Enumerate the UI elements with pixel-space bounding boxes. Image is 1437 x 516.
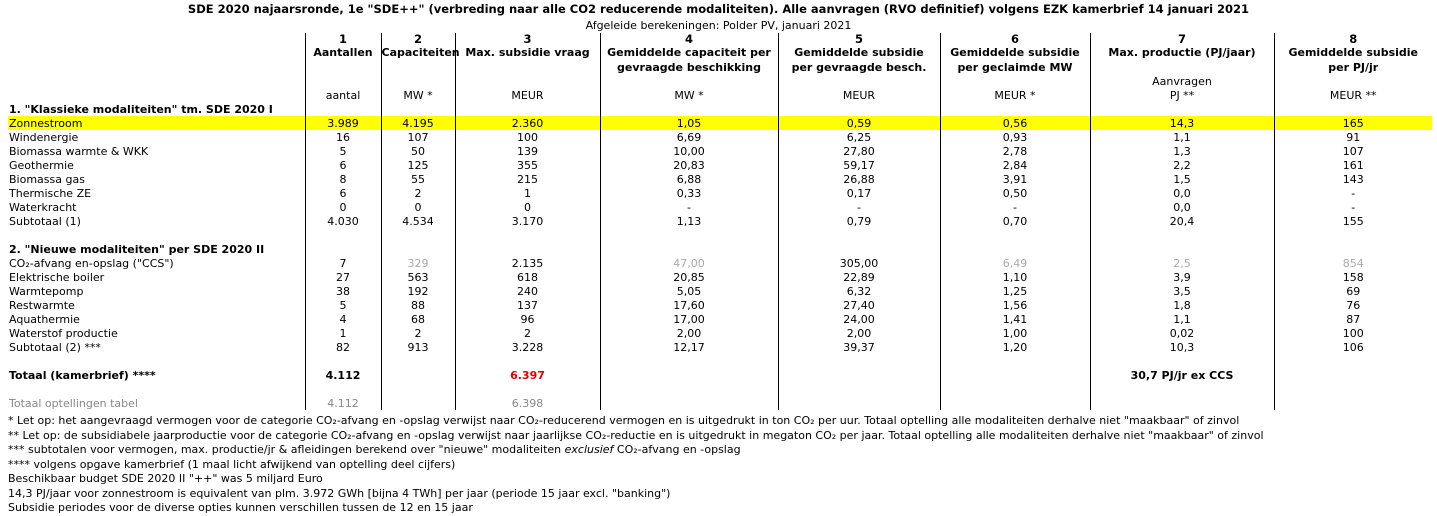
total-label: Totaal (kamerbrief) **** — [9, 368, 156, 382]
table-cell: 50 — [381, 144, 455, 158]
empty-cell — [778, 242, 940, 256]
table-cell: 2,5 — [1090, 256, 1274, 270]
table-row — [8, 312, 1432, 326]
section-heading: 2. "Nieuwe modaliteiten" per SDE 2020 II — [9, 242, 265, 256]
table-cell: 618 — [455, 270, 600, 284]
table-cell: 240 — [455, 284, 600, 298]
table-cell: 3,5 — [1090, 284, 1274, 298]
empty-cell — [778, 368, 940, 382]
table-cell: 1,1 — [1090, 312, 1274, 326]
table-cell: 6 — [305, 186, 381, 200]
empty-cell — [1274, 354, 1432, 368]
header-row — [8, 60, 1432, 74]
table-cell: 27 — [305, 270, 381, 284]
table-cell: 2,84 — [940, 158, 1090, 172]
column-unit: aantal — [305, 88, 381, 102]
empty-cell — [455, 242, 600, 256]
empty-cell — [940, 102, 1090, 116]
table-cell: 2 — [455, 326, 600, 340]
table-cell: 14,3 — [1090, 116, 1274, 130]
table-cell: 106 — [1274, 340, 1432, 354]
table-cell: 4.195 — [381, 116, 455, 130]
column-unit: MW * — [381, 88, 455, 102]
empty-cell — [1274, 382, 1432, 396]
table-cell: 355 — [455, 158, 600, 172]
table-cell: 6,32 — [778, 284, 940, 298]
empty-cell — [305, 102, 381, 116]
table-cell: 17,00 — [600, 312, 778, 326]
table-cell: - — [600, 200, 778, 214]
row-label: Thermische ZE — [9, 186, 92, 200]
table-cell: 0,50 — [940, 186, 1090, 200]
empty-cell — [1090, 242, 1274, 256]
empty-cell — [940, 396, 1090, 410]
row-label: Restwarmte — [9, 298, 75, 312]
table-cell: 1,5 — [1090, 172, 1274, 186]
header-row — [8, 74, 1432, 88]
optelling-row — [8, 396, 1432, 410]
column-title: Aantallen — [305, 46, 381, 60]
total-row — [8, 368, 1432, 382]
table-cell: 6,49 — [940, 256, 1090, 270]
table-cell: 5,05 — [600, 284, 778, 298]
table-row — [8, 270, 1432, 284]
column-title: Gemiddelde subsidie — [940, 46, 1090, 60]
page-title: SDE 2020 najaarsronde, 1e "SDE++" (verbreding naar alle CO2 reducerende modaliteiten). Alle aanvragen (RVO definitief) volgens EZK kamerbrief 14 januari 2021 — [187, 2, 1250, 16]
table-cell: 39,37 — [778, 340, 940, 354]
empty-cell — [305, 242, 381, 256]
table-cell: 192 — [381, 284, 455, 298]
table-row — [8, 200, 1432, 214]
table-cell: 6,25 — [778, 130, 940, 144]
table-cell: 55 — [381, 172, 455, 186]
table-cell: 24,00 — [778, 312, 940, 326]
header-row — [8, 88, 1432, 102]
table-cell: 0 — [305, 200, 381, 214]
table-cell: 10,3 — [1090, 340, 1274, 354]
table-cell: 96 — [455, 312, 600, 326]
table-cell: 4 — [305, 312, 381, 326]
header-label-cell — [8, 74, 305, 88]
column-title: Gemiddelde capaciteit per — [600, 46, 778, 60]
column-title: Max. productie (PJ/jaar) — [1090, 46, 1274, 60]
empty-cell — [381, 102, 455, 116]
table-cell: 161 — [1274, 158, 1432, 172]
empty-cell — [381, 368, 455, 382]
table-cell: 1,10 — [940, 270, 1090, 284]
note-equivalent: 14,3 PJ/jaar voor zonnestroom is equivalent van plm. 3.972 GWh [bijna 4 TWh] per jaar (periode 15 jaar excl. "banking") — [8, 486, 671, 500]
column-subunit — [455, 74, 600, 88]
empty-cell — [455, 102, 600, 116]
column-title-line2: per geclaimde MW — [940, 60, 1090, 74]
empty-cell — [1090, 382, 1274, 396]
table-cell: 12,17 — [600, 340, 778, 354]
table-cell: 137 — [455, 298, 600, 312]
empty-cell — [940, 382, 1090, 396]
total-aantal: 4.112 — [305, 368, 381, 382]
row-label: Zonnestroom — [8, 116, 305, 130]
empty-cell — [381, 396, 455, 410]
row-label: Biomassa gas — [9, 172, 85, 186]
table-cell: 2,00 — [600, 326, 778, 340]
note-periods: Subsidie periodes voor de diverse opties kunnen verschillen tussen de 12 en 15 jaar — [8, 501, 473, 514]
table-cell: 6,69 — [600, 130, 778, 144]
column-subunit — [778, 74, 940, 88]
empty-cell — [600, 396, 778, 410]
row-label: Biomassa warmte & WKK — [9, 144, 149, 158]
table-cell: 6,88 — [600, 172, 778, 186]
header-label-cell — [8, 88, 305, 102]
table-cell: 1,25 — [940, 284, 1090, 298]
row-label: Windenergie — [9, 130, 79, 144]
column-title-line2: per PJ/jr — [1274, 60, 1432, 74]
table-cell: 107 — [381, 130, 455, 144]
column-subunit: Aanvragen — [1090, 74, 1274, 88]
table-cell: 47,00 — [600, 256, 778, 270]
table-row — [8, 284, 1432, 298]
table-cell: 16 — [305, 130, 381, 144]
row-label: Geothermie — [9, 158, 74, 172]
table-cell: 10,00 — [600, 144, 778, 158]
table-cell: 0,02 — [1090, 326, 1274, 340]
spacer-row — [8, 228, 1432, 242]
table-row — [8, 130, 1432, 144]
section-1-heading — [8, 102, 1432, 116]
column-number: 5 — [778, 33, 940, 46]
column-title-line2 — [381, 60, 455, 74]
footnote-4: **** volgens opgave kamerbrief (1 maal licht afwijkend van optelling deel cijfers) — [8, 457, 456, 471]
table-cell: 1,8 — [1090, 298, 1274, 312]
note-budget: Beschikbaar budget SDE 2020 II "++" was 5 miljard Euro — [8, 472, 323, 485]
table-cell: 1,00 — [940, 326, 1090, 340]
header-label-cell — [8, 46, 305, 60]
table-cell: 6 — [305, 158, 381, 172]
column-number: 2 — [381, 33, 455, 46]
row-label: Warmtepomp — [9, 284, 84, 298]
table-cell: 8 — [305, 172, 381, 186]
table-cell: 5 — [305, 298, 381, 312]
table-cell: 854 — [1274, 256, 1432, 270]
table-cell: 1,3 — [1090, 144, 1274, 158]
empty-cell — [1090, 354, 1274, 368]
table-row — [8, 144, 1432, 158]
empty-cell — [1090, 396, 1274, 410]
empty-cell — [778, 102, 940, 116]
table-cell: 5 — [305, 144, 381, 158]
footnote-3-text-end: CO₂-afvang en -opslag — [613, 443, 741, 456]
table-cell: 4.030 — [305, 214, 381, 228]
table-cell: 143 — [1274, 172, 1432, 186]
column-unit: PJ ** — [1090, 88, 1274, 102]
empty-cell — [1090, 102, 1274, 116]
empty-cell — [1274, 228, 1432, 242]
table-cell: 165 — [1274, 116, 1432, 130]
row-label: Subtotaal (1) — [9, 214, 81, 228]
table-cell: 215 — [455, 172, 600, 186]
table-cell: 125 — [381, 158, 455, 172]
table-row — [8, 116, 1432, 130]
table-cell: 22,89 — [778, 270, 940, 284]
table-cell: 2.135 — [455, 256, 600, 270]
empty-cell — [778, 382, 940, 396]
empty-cell — [940, 228, 1090, 242]
column-unit: MEUR — [455, 88, 600, 102]
empty-cell — [381, 228, 455, 242]
table-cell: 3,9 — [1090, 270, 1274, 284]
table-cell: 4.534 — [381, 214, 455, 228]
table-cell: 76 — [1274, 298, 1432, 312]
column-number: 8 — [1274, 33, 1432, 46]
table-cell: 0 — [381, 200, 455, 214]
header-row — [8, 46, 1432, 60]
table-cell: - — [1274, 186, 1432, 200]
column-unit: MEUR * — [940, 88, 1090, 102]
column-subunit — [940, 74, 1090, 88]
empty-cell — [600, 368, 778, 382]
column-unit: MW * — [600, 88, 778, 102]
column-unit: MEUR — [778, 88, 940, 102]
table-row — [8, 214, 1432, 228]
total-subsidie: 6.397 — [455, 368, 600, 382]
table-cell: 2,78 — [940, 144, 1090, 158]
data-table — [8, 33, 1432, 410]
table-cell: 0 — [455, 200, 600, 214]
footnote-3 — [8, 443, 1264, 458]
section-2-heading — [8, 242, 1432, 256]
empty-cell — [8, 382, 305, 396]
optelling-aantal: 4.112 — [305, 396, 381, 410]
empty-cell — [940, 354, 1090, 368]
table-cell: 100 — [455, 130, 600, 144]
empty-cell — [455, 228, 600, 242]
table-row — [8, 172, 1432, 186]
table-row — [8, 298, 1432, 312]
table-cell: 0,17 — [778, 186, 940, 200]
empty-cell — [455, 354, 600, 368]
header-label-cell — [8, 33, 305, 46]
table-cell: 107 — [1274, 144, 1432, 158]
header-label-cell — [8, 60, 305, 74]
column-title-line2: per gevraagde besch. — [778, 60, 940, 74]
column-subunit — [381, 74, 455, 88]
table-cell: 155 — [1274, 214, 1432, 228]
empty-cell — [1274, 368, 1432, 382]
table-cell: 913 — [381, 340, 455, 354]
table-cell: 3.989 — [305, 116, 381, 130]
table-cell: 0,93 — [940, 130, 1090, 144]
section-heading: 1. "Klassieke modaliteiten" tm. SDE 2020 I — [9, 102, 273, 116]
table-cell: 3.170 — [455, 214, 600, 228]
page-subtitle: Afgeleide berekeningen: Polder PV, januari 2021 — [585, 19, 852, 32]
column-title: Max. subsidie vraag — [455, 46, 600, 60]
column-number: 1 — [305, 33, 381, 46]
optelling-label: Totaal optellingen tabel — [9, 396, 138, 410]
footnote-1: * Let op: het aangevraagd vermogen voor de categorie CO₂-afvang en -opslag verwijst naar CO₂-reducerend vermogen en is uitgedrukt in ton CO₂ per uur. Totaal optelling alle modaliteiten derhalve niet "maakbaar" of zinvol — [8, 414, 1240, 427]
empty-cell — [8, 228, 305, 242]
column-title: Gemiddelde subsidie — [778, 46, 940, 60]
table-cell: 91 — [1274, 130, 1432, 144]
table-cell: 1,41 — [940, 312, 1090, 326]
table-cell: 100 — [1274, 326, 1432, 340]
table-cell: 20,85 — [600, 270, 778, 284]
empty-cell — [940, 242, 1090, 256]
table-cell: 68 — [381, 312, 455, 326]
column-number: 6 — [940, 33, 1090, 46]
column-title: Gemiddelde subsidie — [1274, 46, 1432, 60]
table-cell: 2,2 — [1090, 158, 1274, 172]
empty-cell — [1274, 396, 1432, 410]
table-cell: 0,33 — [600, 186, 778, 200]
empty-cell — [1274, 102, 1432, 116]
row-label: Waterkracht — [9, 200, 77, 214]
table-cell: 1,56 — [940, 298, 1090, 312]
table-cell: 0,0 — [1090, 186, 1274, 200]
table-cell: 158 — [1274, 270, 1432, 284]
empty-cell — [600, 354, 778, 368]
table-row — [8, 340, 1432, 354]
table-cell: 563 — [381, 270, 455, 284]
header-row — [8, 33, 1432, 46]
column-title: Capaciteiten — [381, 46, 460, 59]
column-subunit — [305, 74, 381, 88]
column-unit: MEUR ** — [1274, 88, 1432, 102]
table-cell: 26,88 — [778, 172, 940, 186]
column-title-line2 — [455, 60, 600, 74]
table-cell: 7 — [305, 256, 381, 270]
table-cell: 1,1 — [1090, 130, 1274, 144]
empty-cell — [940, 368, 1090, 382]
row-label: Waterstof productie — [9, 326, 118, 340]
footnote-3-text: *** subtotalen voor vermogen, max. productie/jr & afleidingen berekend over "nieuwe" modaliteiten — [8, 443, 565, 456]
empty-cell — [1274, 242, 1432, 256]
spacer-row — [8, 354, 1432, 368]
optelling-subsidie: 6.398 — [455, 396, 600, 410]
row-label: CO₂-afvang en-opslag ("CCS") — [9, 256, 174, 270]
table-cell: 0,0 — [1090, 200, 1274, 214]
table-cell: 82 — [305, 340, 381, 354]
empty-cell — [8, 354, 305, 368]
empty-cell — [381, 382, 455, 396]
empty-cell — [778, 396, 940, 410]
table-cell: 87 — [1274, 312, 1432, 326]
table-cell: 1 — [455, 186, 600, 200]
table-row — [8, 326, 1432, 340]
table-cell: 139 — [455, 144, 600, 158]
table-cell: - — [940, 200, 1090, 214]
table-cell: 3.228 — [455, 340, 600, 354]
table-cell: 1,13 — [600, 214, 778, 228]
column-number: 3 — [455, 33, 600, 46]
row-label: Subtotaal (2) *** — [9, 340, 101, 354]
table-cell: 2.360 — [455, 116, 600, 130]
table-cell: 0,59 — [778, 116, 940, 130]
empty-cell — [1090, 228, 1274, 242]
table-cell: 59,17 — [778, 158, 940, 172]
empty-cell — [305, 354, 381, 368]
column-subunit — [600, 74, 778, 88]
table-cell: 20,83 — [600, 158, 778, 172]
empty-cell — [381, 242, 455, 256]
table-cell: 329 — [381, 256, 455, 270]
empty-cell — [600, 102, 778, 116]
column-subunit — [1274, 74, 1432, 88]
table-cell: 27,80 — [778, 144, 940, 158]
table-row — [8, 186, 1432, 200]
empty-cell — [381, 354, 455, 368]
table-cell: 0,56 — [940, 116, 1090, 130]
table-cell: 305,00 — [778, 256, 940, 270]
empty-cell — [778, 354, 940, 368]
table-row — [8, 256, 1432, 270]
footnote-2: ** Let op: de subsidiabele jaarproductie voor de categorie CO₂-afvang en -opslag verwijst naar jaarlijkse CO₂-reductie en is uitgedrukt in megaton CO₂ per jaar. Totaal optelling alle modaliteiten derhalve niet "maakbaar" of zinvol — [8, 428, 1264, 442]
table-cell: 0,70 — [940, 214, 1090, 228]
table-cell: 88 — [381, 298, 455, 312]
empty-cell — [600, 382, 778, 396]
column-number: 7 — [1090, 33, 1274, 46]
footnotes — [8, 414, 1264, 516]
table-cell: 1,05 — [600, 116, 778, 130]
column-title-line2 — [1090, 60, 1274, 74]
footnote-3-emphasis: exclusief — [564, 443, 614, 456]
table-cell: 2,00 — [778, 326, 940, 340]
row-label: Elektrische boiler — [9, 270, 105, 284]
table-cell: 20,4 — [1090, 214, 1274, 228]
table-cell: - — [1274, 200, 1432, 214]
table-cell: 1 — [305, 326, 381, 340]
column-title-line2: gevraagde beschikking — [600, 60, 778, 74]
table-cell: 38 — [305, 284, 381, 298]
column-title-line2 — [305, 60, 381, 74]
table-cell: 69 — [1274, 284, 1432, 298]
table-row — [8, 158, 1432, 172]
table-cell: 0,79 — [778, 214, 940, 228]
table-cell: 27,40 — [778, 298, 940, 312]
table-cell: 1,20 — [940, 340, 1090, 354]
total-productie: 30,7 PJ/jr ex CCS — [1090, 368, 1274, 382]
empty-cell — [305, 382, 381, 396]
empty-cell — [455, 382, 600, 396]
table-cell: - — [778, 200, 940, 214]
empty-cell — [600, 228, 778, 242]
empty-cell — [600, 242, 778, 256]
empty-cell — [778, 228, 940, 242]
table-cell: 3,91 — [940, 172, 1090, 186]
table-cell: 2 — [381, 326, 455, 340]
spacer-row — [8, 382, 1432, 396]
table-cell: 2 — [381, 186, 455, 200]
row-label: Aquathermie — [9, 312, 80, 326]
empty-cell — [305, 228, 381, 242]
column-number: 4 — [600, 33, 778, 46]
table-cell: 17,60 — [600, 298, 778, 312]
